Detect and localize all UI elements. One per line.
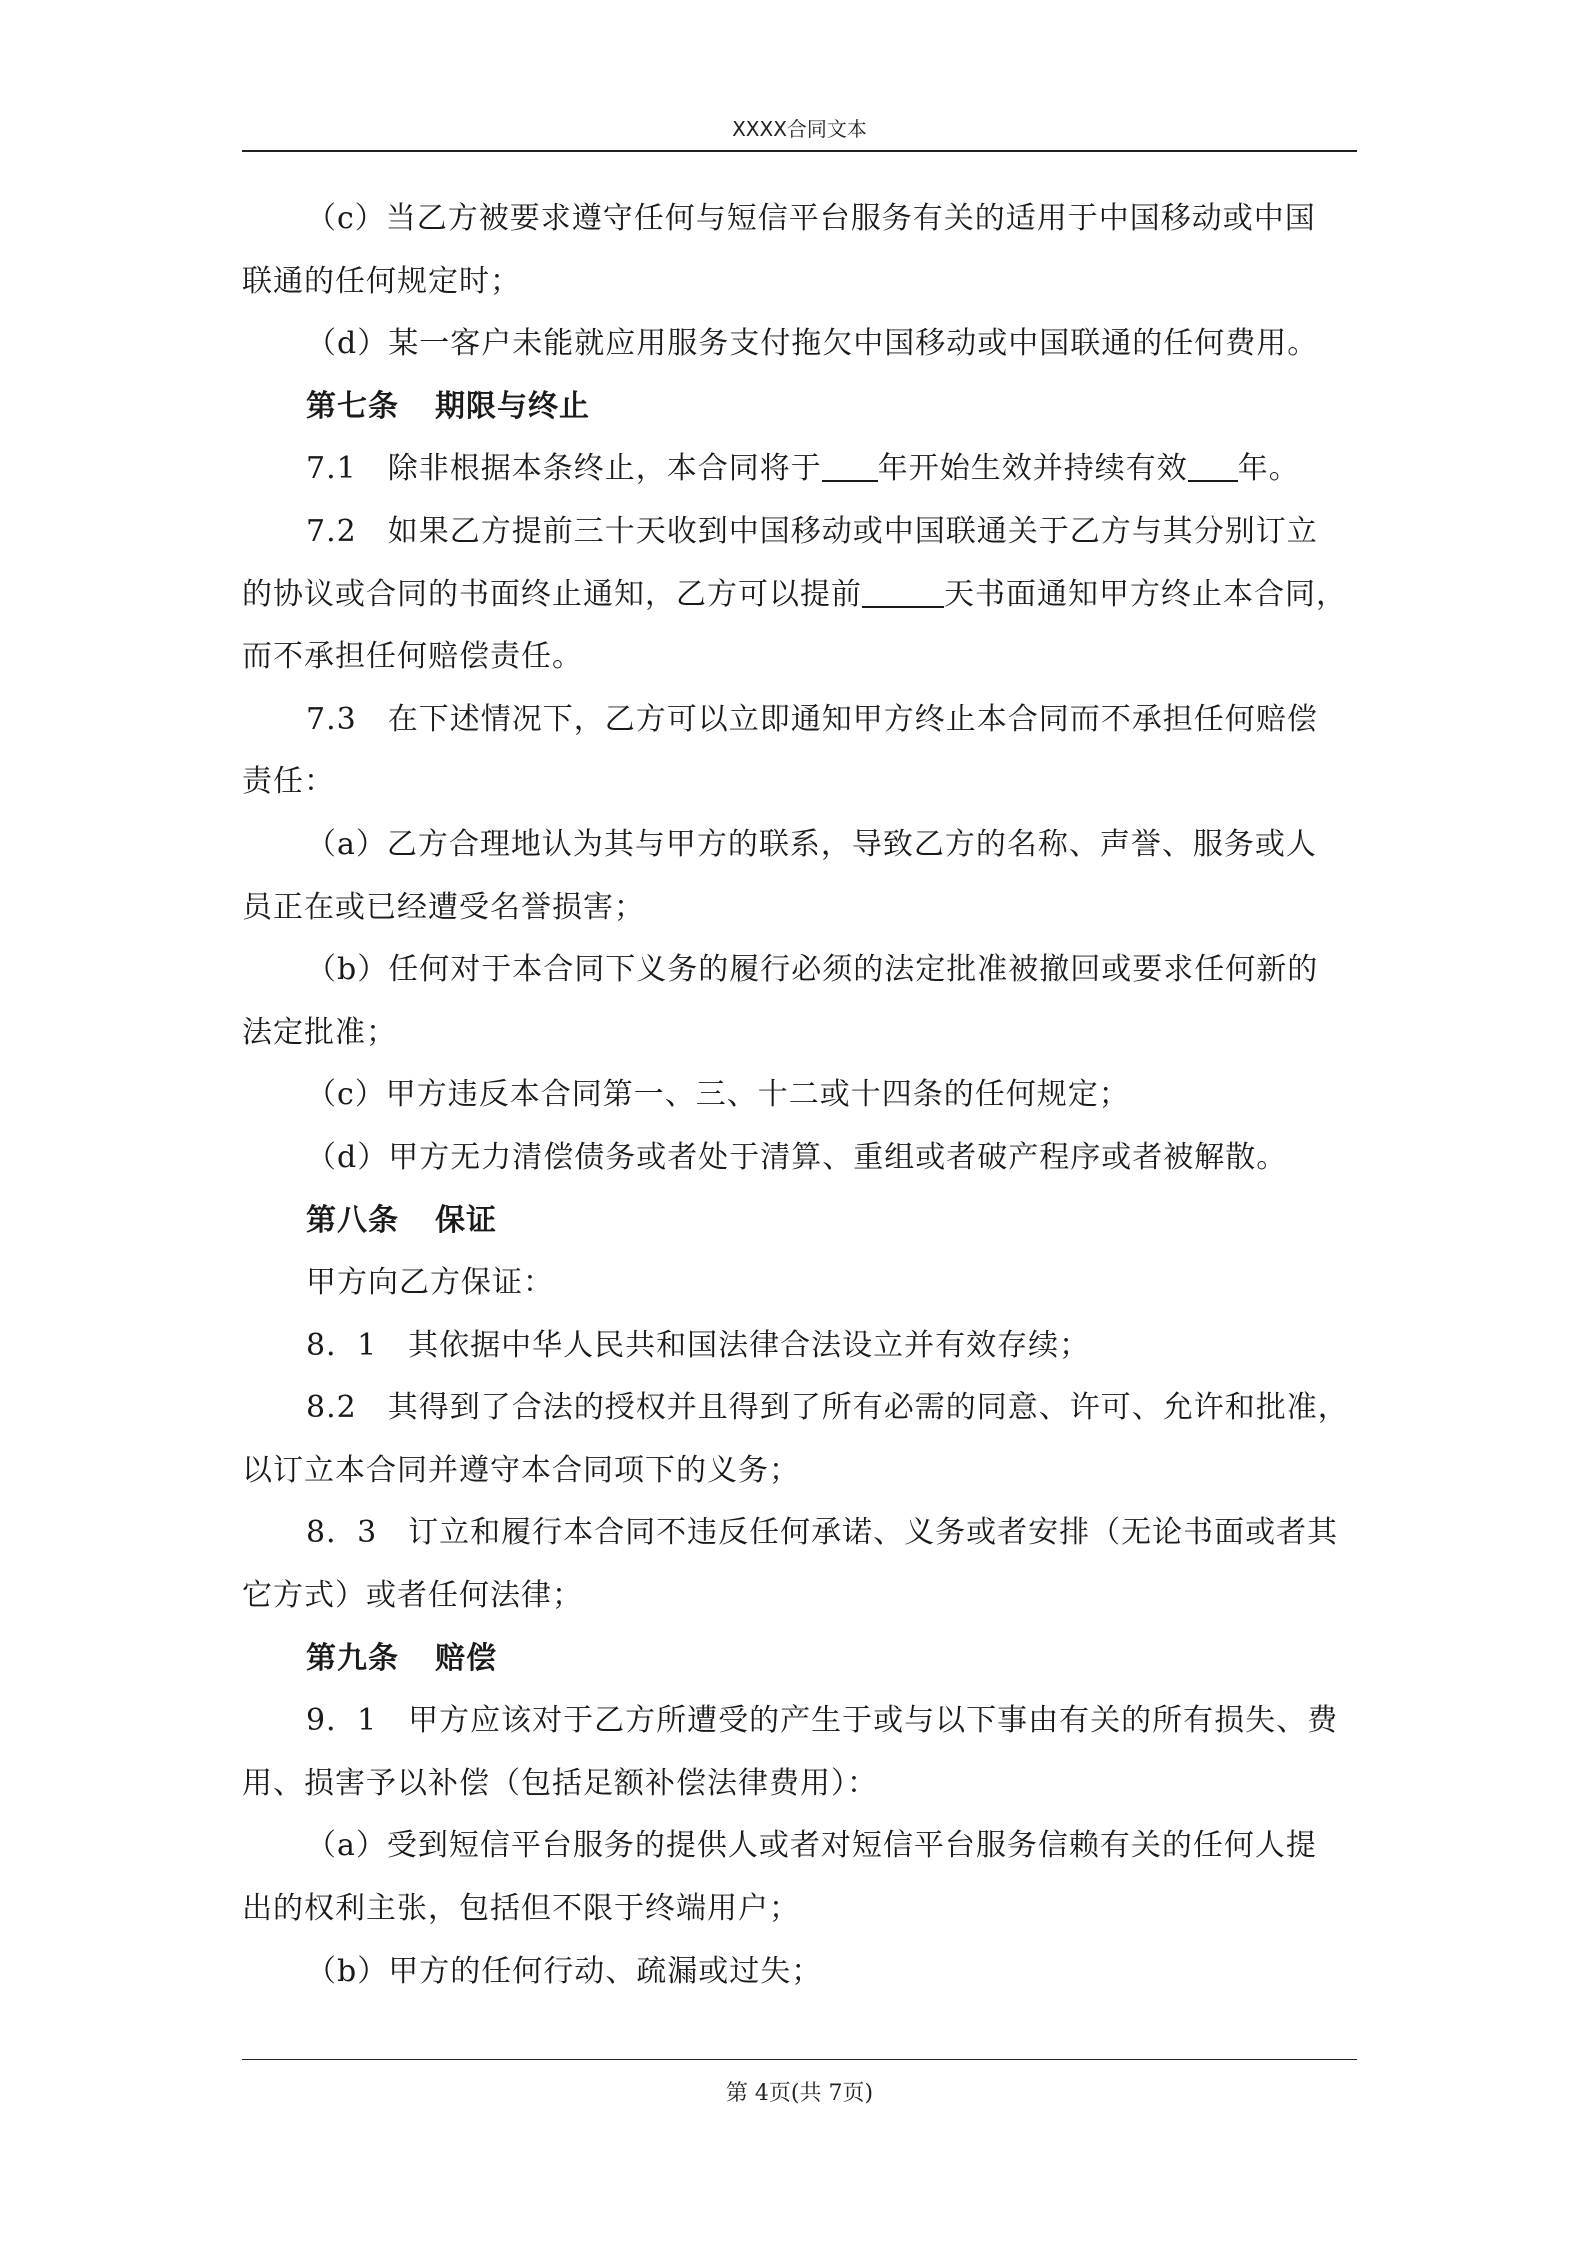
article-title: 赔偿 xyxy=(435,1640,497,1676)
paragraph-line: 8．1 其依据中华人民共和国法律合法设立并有效存续； xyxy=(306,1327,1091,1363)
paragraph-line: （c）当乙方被要求遵守任何与短信平台服务有关的适用于中国移动或中国 xyxy=(306,201,1316,236)
clause-text: 年。 xyxy=(1237,451,1300,487)
paragraph-line: 9．1 甲方应该对于乙方所遭受的产生于或与以下事由有关的所有损失、费 xyxy=(306,1703,1339,1739)
paragraph-line: 以订立本合同并遵守本合同项下的义务； xyxy=(242,1452,800,1488)
page-number: 第 4页(共 7页) xyxy=(725,2081,874,2106)
paragraph-line: 甲方向乙方保证： xyxy=(306,1265,554,1301)
paragraph-line: （d）某一客户未能就应用服务支付拖欠中国移动或中国联通的任何费用。 xyxy=(306,326,1319,362)
paragraph-line: （a）受到短信平台服务的提供人或者对短信平台服务信赖有关的任何人提 xyxy=(306,1828,1317,1864)
paragraph-line: 8.2 其得到了合法的授权并且得到了所有必需的同意、许可、允许和批准， xyxy=(306,1390,1349,1426)
document-body xyxy=(242,188,1357,2003)
header-title: XXXX合同文本 xyxy=(732,117,867,141)
article-title: 保证 xyxy=(435,1202,497,1238)
footer-divider xyxy=(242,2059,1357,2060)
paragraph-line: 8．3 订立和履行本合同不违反任何承诺、义务或者安排（无论书面或者其 xyxy=(306,1515,1339,1551)
clause-text: 7.1 除非根据本条终止，本合同将于 xyxy=(306,451,822,487)
paragraph-line: 7.2 如果乙方提前三十天收到中国移动或中国联通关于乙方与其分别订立 xyxy=(306,513,1318,549)
page-footer xyxy=(242,2076,1357,2107)
paragraph-line: 出的权利主张，包括但不限于终端用户； xyxy=(242,1891,800,1927)
blank-underline xyxy=(822,444,878,482)
paragraph-line: （b）甲方的任何行动、疏漏或过失； xyxy=(306,1953,823,1989)
paragraph-line: 责任： xyxy=(242,764,335,800)
paragraph-line: 法定批准； xyxy=(242,1014,397,1050)
page-header xyxy=(242,112,1357,152)
clause-text: 年开始生效并持续有效 xyxy=(877,451,1188,487)
paragraph-line: 而不承担任何赔偿责任。 xyxy=(242,639,583,675)
paragraph-line: 员正在或已经遭受名誉损害； xyxy=(242,889,645,925)
paragraph-line: （a）乙方合理地认为其与甲方的联系，导致乙方的名称、声誉、服务或人 xyxy=(306,826,1317,862)
blank-underline xyxy=(862,570,944,608)
clause-7-1 xyxy=(242,438,1357,501)
article-8-heading xyxy=(242,1190,1357,1253)
paragraph-line: （c）甲方违反本合同第一、三、十二或十四条的任何规定； xyxy=(306,1077,1130,1113)
paragraph-line: （d）甲方无力清偿债务或者处于清算、重组或者破产程序或者被解散。 xyxy=(306,1139,1288,1175)
paragraph-line: 它方式）或者任何法律； xyxy=(242,1578,583,1614)
paragraph-line: 7.3 在下述情况下，乙方可以立即通知甲方终止本合同而不承担任何赔偿 xyxy=(306,701,1318,737)
article-number: 第七条 xyxy=(306,388,399,424)
paragraph-line xyxy=(242,564,1357,627)
clause-text: 天书面通知甲方终止本合同， xyxy=(944,576,1347,612)
paragraph-line: 用、损害予以补偿（包括足额补偿法律费用）： xyxy=(242,1765,878,1801)
article-number: 第九条 xyxy=(306,1640,399,1676)
paragraph-line: （b）任何对于本合同下义务的履行必须的法定批准被撤回或要求任何新的 xyxy=(306,952,1319,988)
article-number: 第八条 xyxy=(306,1202,399,1238)
article-7-heading xyxy=(242,376,1357,439)
paragraph-line: 联通的任何规定时； xyxy=(242,263,521,299)
clause-text: 的协议或合同的书面终止通知，乙方可以提前 xyxy=(242,576,862,612)
article-9-heading xyxy=(242,1628,1357,1691)
blank-underline xyxy=(1188,444,1238,482)
article-title: 期限与终止 xyxy=(435,388,590,424)
